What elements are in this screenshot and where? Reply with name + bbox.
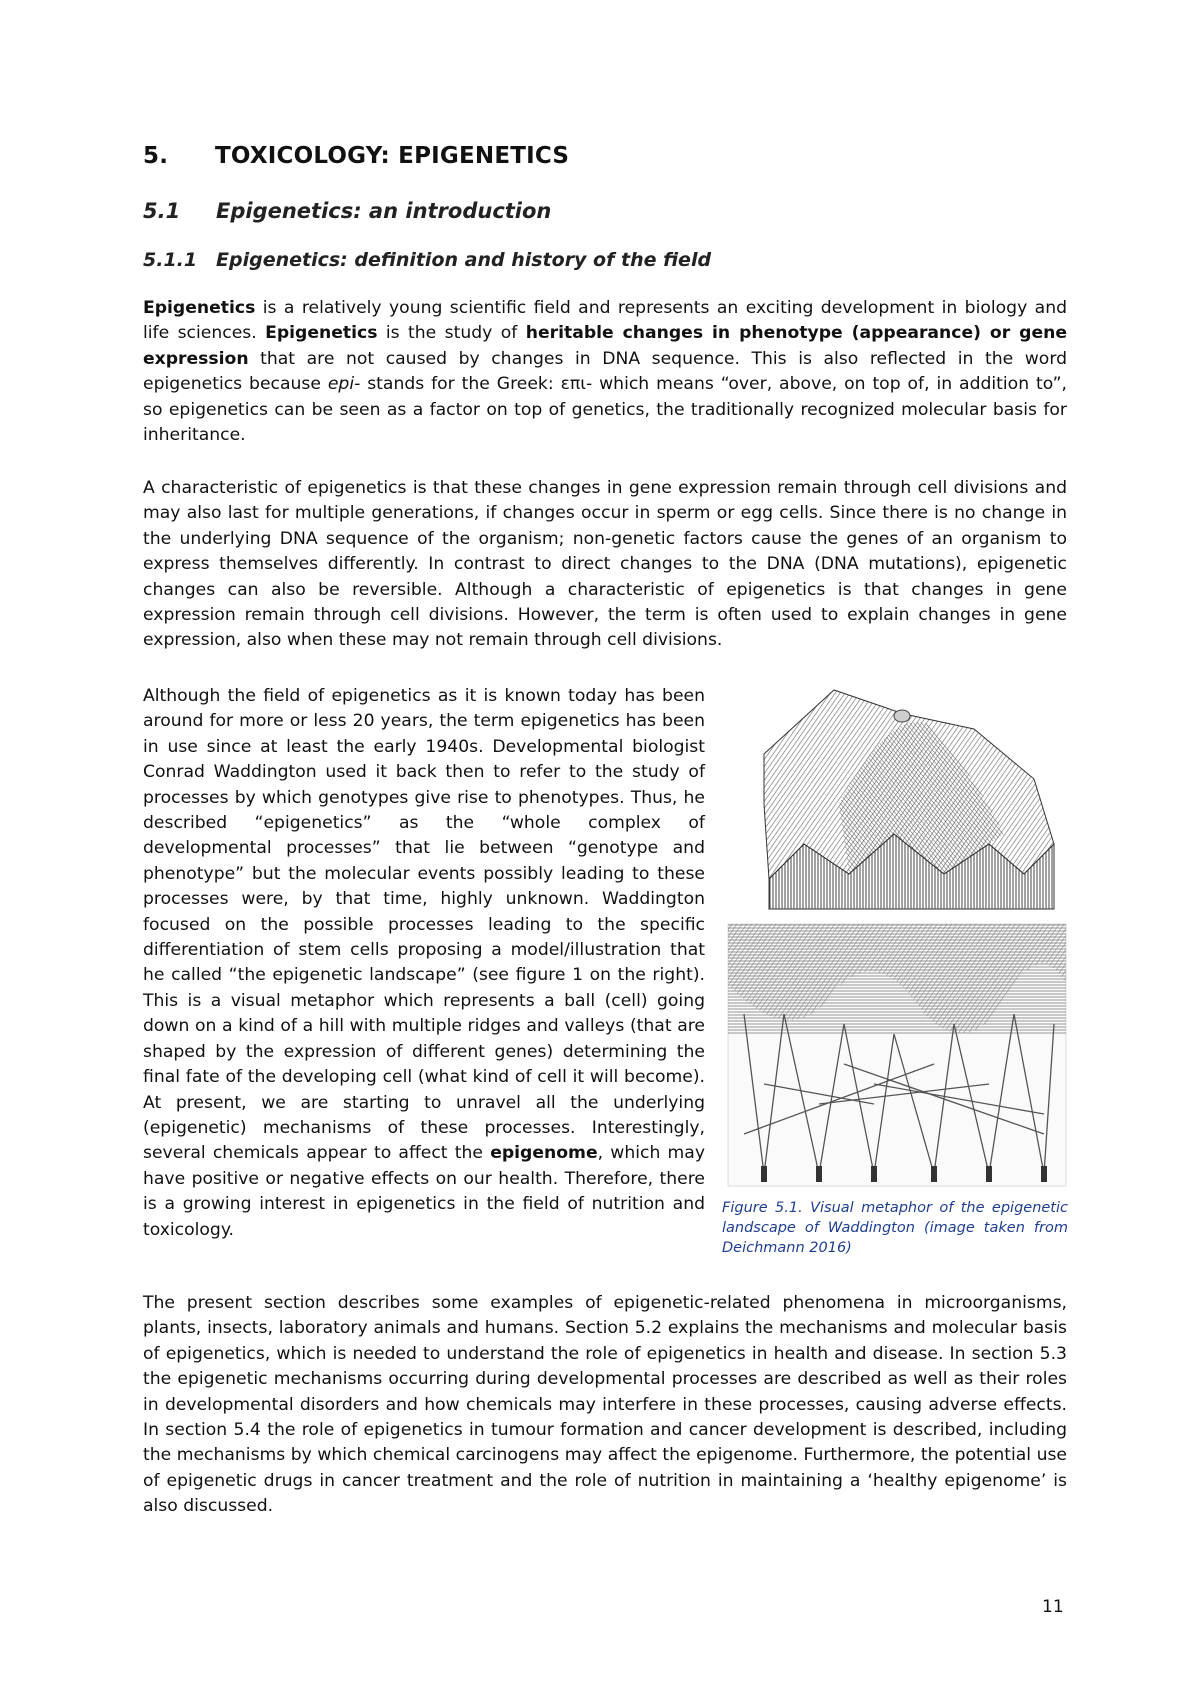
subsection-title: Epigenetics: definition and history of the field <box>216 249 712 271</box>
term-bold: epigenome <box>490 1143 598 1164</box>
page-number: 11 <box>1042 1597 1064 1617</box>
text-run: is the study of <box>377 323 526 344</box>
text-run: is a relatively young scientific field and represents an exciting development in biology and life sciences. <box>143 298 1067 344</box>
paragraph-history <box>143 684 705 1243</box>
text-run: that are not caused by changes in DNA sequence. This is also reflected in the word epigenetics because <box>143 348 1067 395</box>
paragraph-characteristic: A characteristic of epigenetics is that these changes in gene expression remain through cell divisions and may also last for multiple generations, if changes occur in sperm or egg cells. Since there is no change in the underlying DNA sequence of the organism; non-genetic factors cause the genes of an organism to express themselves differently. In contrast to direct changes to the DNA (DNA mutations), epigenetic changes can also be reversible. Although a characteristic of epigenetics is that changes in gene expression remain through cell divisions. However, the term is often used to explain changes in gene expression, also when these may not remain through cell divisions. <box>143 478 1067 651</box>
subsection-heading <box>143 249 711 271</box>
text-run: , which may have positive or negative effects on our health. Therefore, there is a growing interest in epigenetics in the field of nutrition and toxicology. <box>143 1143 706 1240</box>
figure-epigenetic-landscape <box>722 684 1068 1274</box>
epigenetic-landscape-illustration <box>724 684 1068 1194</box>
section-title: Epigenetics: an introduction <box>216 199 552 223</box>
prefix-italic: epi- <box>327 374 361 395</box>
text-run: Although the field of epigenetics as it is known today has been around for more or less 20 years, the term epigenetics has been in use since at least the early 1940s. Developmental biologist Conrad Waddington used it back then to refer to the study of processes by which genotypes give rise to phenotypes. Thus, he described “epigenetics” as the “whole complex of developmental processes” that lie between “genotype and phenotype” but the molecular events possibly leading to these processes were, by that time, highly unknown. Waddington focused on the possible processes leading to the specific differentiation of stem cells proposing a model/illustration that he called “the epigenetic landscape” (see figure 1 on the right). This is a visual metaphor which represents a ball (cell) going down on a kind of a hill with multiple ridges and valleys (that are shaped by the expression of different genes) determining the final fate of the developing cell (what kind of cell it will become). At present, we are starting to unravel all the underlying (epigenetic) mechanisms of these processes. Interestingly, several chemicals appear to affect the <box>143 686 705 1164</box>
section-number: 5.1 <box>143 199 181 223</box>
chapter-heading <box>143 143 569 169</box>
landscape-hill <box>764 690 1054 909</box>
subsection-number: 5.1.1 <box>143 249 198 271</box>
section-heading <box>143 199 551 223</box>
key-phrase-bold: heritable changes in phenotype (appearance) or gene expression <box>143 323 1067 369</box>
paragraph-definition <box>143 296 1067 448</box>
text-run: stands for the Greek: επι- which means “over, above, on top of, in addition to”, so epigenetics can be seen as a factor on top of genetics, the traditionally recognized molecular basis for inheritance. <box>143 374 1067 446</box>
ball-cell <box>894 710 910 722</box>
chapter-title: TOXICOLOGY: EPIGENETICS <box>215 143 570 169</box>
figure-caption: Figure 5.1. Visual metaphor of the epigenetic landscape of Waddington (image taken from Deichmann 2016) <box>722 1200 1068 1256</box>
term-bold: Epigenetics <box>265 323 378 344</box>
paragraph-overview: The present section describes some examples of epigenetic-related phenomena in microorganisms, plants, insects, laboratory animals and humans. Section 5.2 explains the mechanisms and molecular basis of epigenetics, which is needed to understand the role of epigenetics in health and disease. In section 5.3 the epigenetic mechanisms occurring during developmental processes are described as well as their roles in developmental disorders and how chemicals may interfere in these processes, causing adverse effects. In section 5.4 the role of epigenetics in tumour formation and cancer development is described, including the mechanisms by which chemical carcinogens may affect the epigenome. Furthermore, the potential use of epigenetic drugs in cancer treatment and the role of nutrition in maintaining a ‘healthy epigenome’ is also discussed. <box>143 1293 1067 1517</box>
chapter-number: 5. <box>143 143 169 169</box>
term-bold: Epigenetics <box>143 298 256 318</box>
landscape-underside <box>728 924 1066 1186</box>
